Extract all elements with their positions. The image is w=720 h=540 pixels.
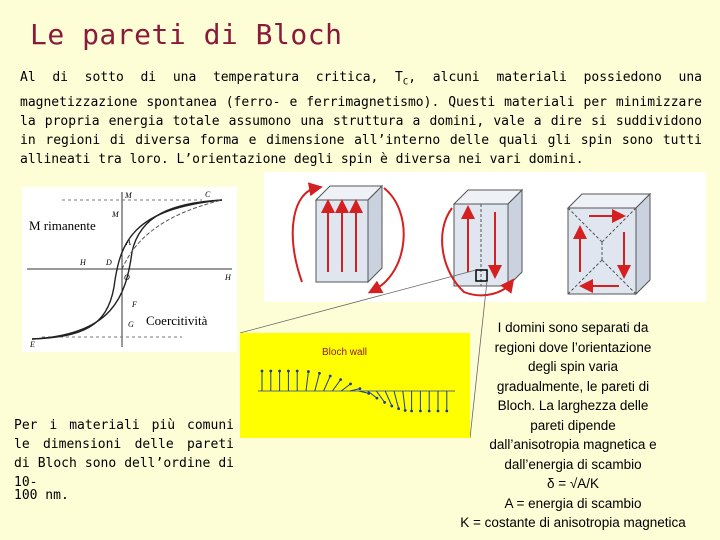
spin-head <box>261 370 264 373</box>
description-line: dall’anisotropia magnetica e <box>489 437 657 452</box>
point-label-e: E <box>30 340 35 349</box>
spin-vector <box>376 391 384 402</box>
description-line: pareti dipende <box>530 417 616 433</box>
description-line: gradualmente, le pareti di <box>496 378 650 394</box>
spin-head <box>376 397 379 400</box>
spin-head <box>339 378 342 381</box>
axis-label-h: H <box>225 273 231 282</box>
bloch-wall-label: Bloch wall <box>322 347 368 358</box>
spin-head <box>329 375 332 378</box>
magnetic-domains-figure <box>264 172 706 302</box>
single-domain-cube <box>293 186 404 290</box>
description-line: degli spin varia <box>527 359 619 374</box>
spin-vector <box>341 384 350 391</box>
description-line: Bloch. La larghezza delle <box>497 398 649 413</box>
origin-label: O <box>124 273 130 282</box>
description-line: regioni dove l’orientazione <box>494 339 652 355</box>
spin-head <box>296 370 299 373</box>
spin-head <box>359 387 362 390</box>
spin-vector <box>332 380 340 391</box>
wall-size-note-end: 100 nm. <box>14 488 69 503</box>
spin-head <box>404 409 407 412</box>
wall-size-note: Per i materiali più comuni le dimensioni delle pareti di Bloch sono dell’ordine di 10- <box>14 418 234 490</box>
spin-head <box>269 370 272 373</box>
spin-head <box>383 401 386 404</box>
spin-head <box>410 410 413 413</box>
spin-head <box>278 370 281 373</box>
intro-part1: Al di sotto di una temperatura critica, T <box>20 70 403 85</box>
closure-domain-cube <box>568 194 650 294</box>
axis-label-mr: M <box>112 210 119 219</box>
spin-head <box>318 372 321 375</box>
coercivity-label: Coercitività <box>146 313 208 328</box>
spin-head <box>419 410 422 413</box>
spin-vector <box>385 391 392 406</box>
intro-paragraph <box>20 68 702 169</box>
definition-k: K = costante di anisotropia magnetica <box>460 515 686 530</box>
spin-head <box>287 370 290 373</box>
point-label-c: C <box>205 190 211 199</box>
spin-vector <box>306 372 308 391</box>
remanence-label: M rimanente <box>29 218 96 233</box>
description-line: dall’energia di scambio <box>504 456 642 472</box>
definition-a: A = energia di scambio <box>504 495 642 511</box>
spin-head <box>397 407 400 410</box>
bloch-wall-description <box>428 318 718 533</box>
page-title: Le pareti di Bloch <box>30 18 343 51</box>
spin-head <box>390 405 393 408</box>
spin-vector <box>394 391 399 409</box>
intro-part2: , alcuni materiali possiedono una magnetizzazione spontanea (ferro- e ferrimagnetismo). Questi materiali per minimizzare la propria energia totale assumono una struttura a domini, vale a dire si suddividono in regioni di diversa forma e dimensione all’interno delle quali gli spin sono tutti allineati tra loro. L’orientazione degli spin è diversa nei vari domini. <box>20 70 702 167</box>
spin-head <box>349 383 352 386</box>
point-label-d: D <box>106 258 112 267</box>
axis-label-hc-neg: H <box>80 258 86 267</box>
point-label-f: F <box>132 300 137 309</box>
spin-vector <box>403 391 405 410</box>
intro-subscript: C <box>402 77 409 88</box>
spin-vector <box>324 376 331 391</box>
two-domain-cube <box>442 190 522 295</box>
description-line: I domini sono separati da <box>497 320 649 335</box>
spin-head <box>307 370 310 373</box>
point-label-a: A <box>126 238 131 247</box>
spin-vector <box>315 373 320 391</box>
axis-label-ms: M <box>125 191 132 200</box>
point-label-g: G <box>128 320 134 329</box>
formula-line: δ = √A/K <box>546 476 600 491</box>
